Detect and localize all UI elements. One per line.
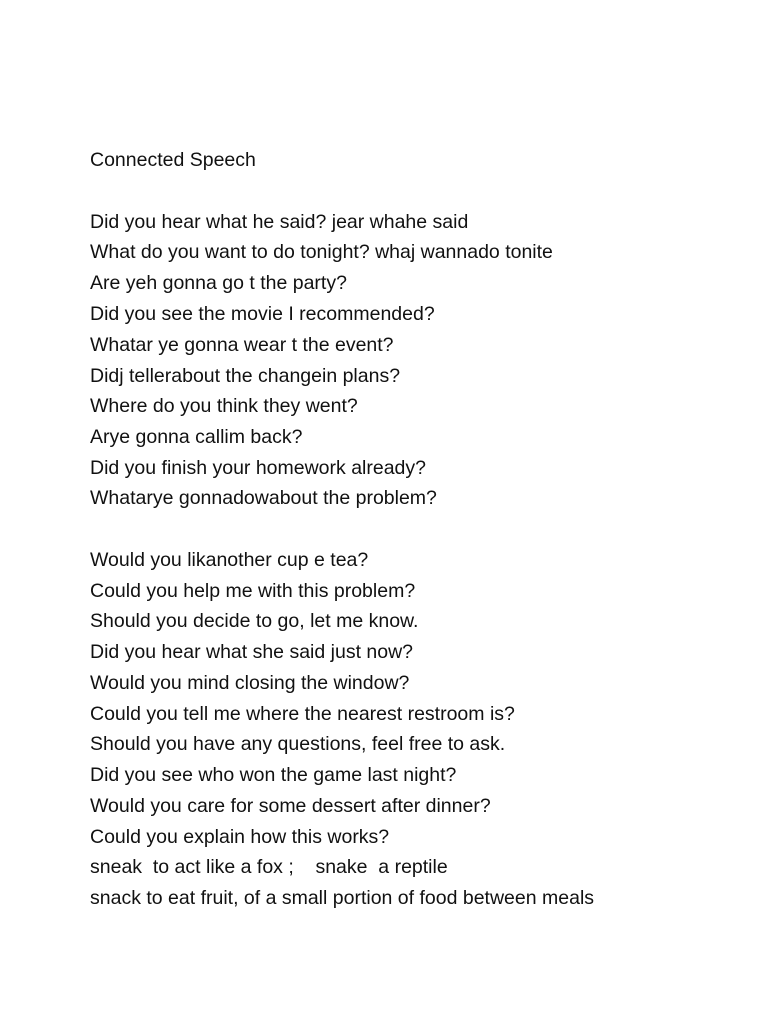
line-10: Whatarye gonnadowabout the problem? — [90, 487, 437, 509]
line-15: Would you mind closing the window? — [90, 672, 410, 694]
line-6: Didj tellerabout the changein plans? — [90, 365, 401, 387]
line-16: Could you tell me where the nearest restroom is? — [90, 703, 515, 725]
line-3: Are yeh gonna go t the party? — [90, 272, 347, 294]
line-8: Arye gonna callim back? — [90, 426, 303, 448]
line-11: Would you likanother cup e tea? — [90, 549, 369, 571]
line-2: What do you want to do tonight? whaj wannado tonite — [90, 241, 553, 263]
line-4: Did you see the movie I recommended? — [90, 303, 435, 325]
line-21: sneak to act like a fox ; snake a reptile — [90, 856, 448, 878]
line-7: Where do you think they went? — [90, 395, 358, 417]
line-9: Did you finish your homework already? — [90, 457, 426, 479]
line-14: Did you hear what she said just now? — [90, 641, 414, 663]
line-1: Did you hear what he said? jear whahe said — [90, 211, 469, 233]
line-18: Did you see who won the game last night? — [90, 764, 457, 786]
line-17: Should you have any questions, feel free to ask. — [90, 733, 506, 755]
page-title: Connected Speech — [90, 149, 256, 171]
line-19: Would you care for some dessert after dinner? — [90, 795, 491, 817]
line-5: Whatar ye gonna wear t the event? — [90, 334, 394, 356]
line-12: Could you help me with this problem? — [90, 580, 416, 602]
line-20: Could you explain how this works? — [90, 826, 390, 848]
line-22: snack to eat fruit, of a small portion of food between meals — [90, 887, 595, 909]
line-13: Should you decide to go, let me know. — [90, 610, 419, 632]
